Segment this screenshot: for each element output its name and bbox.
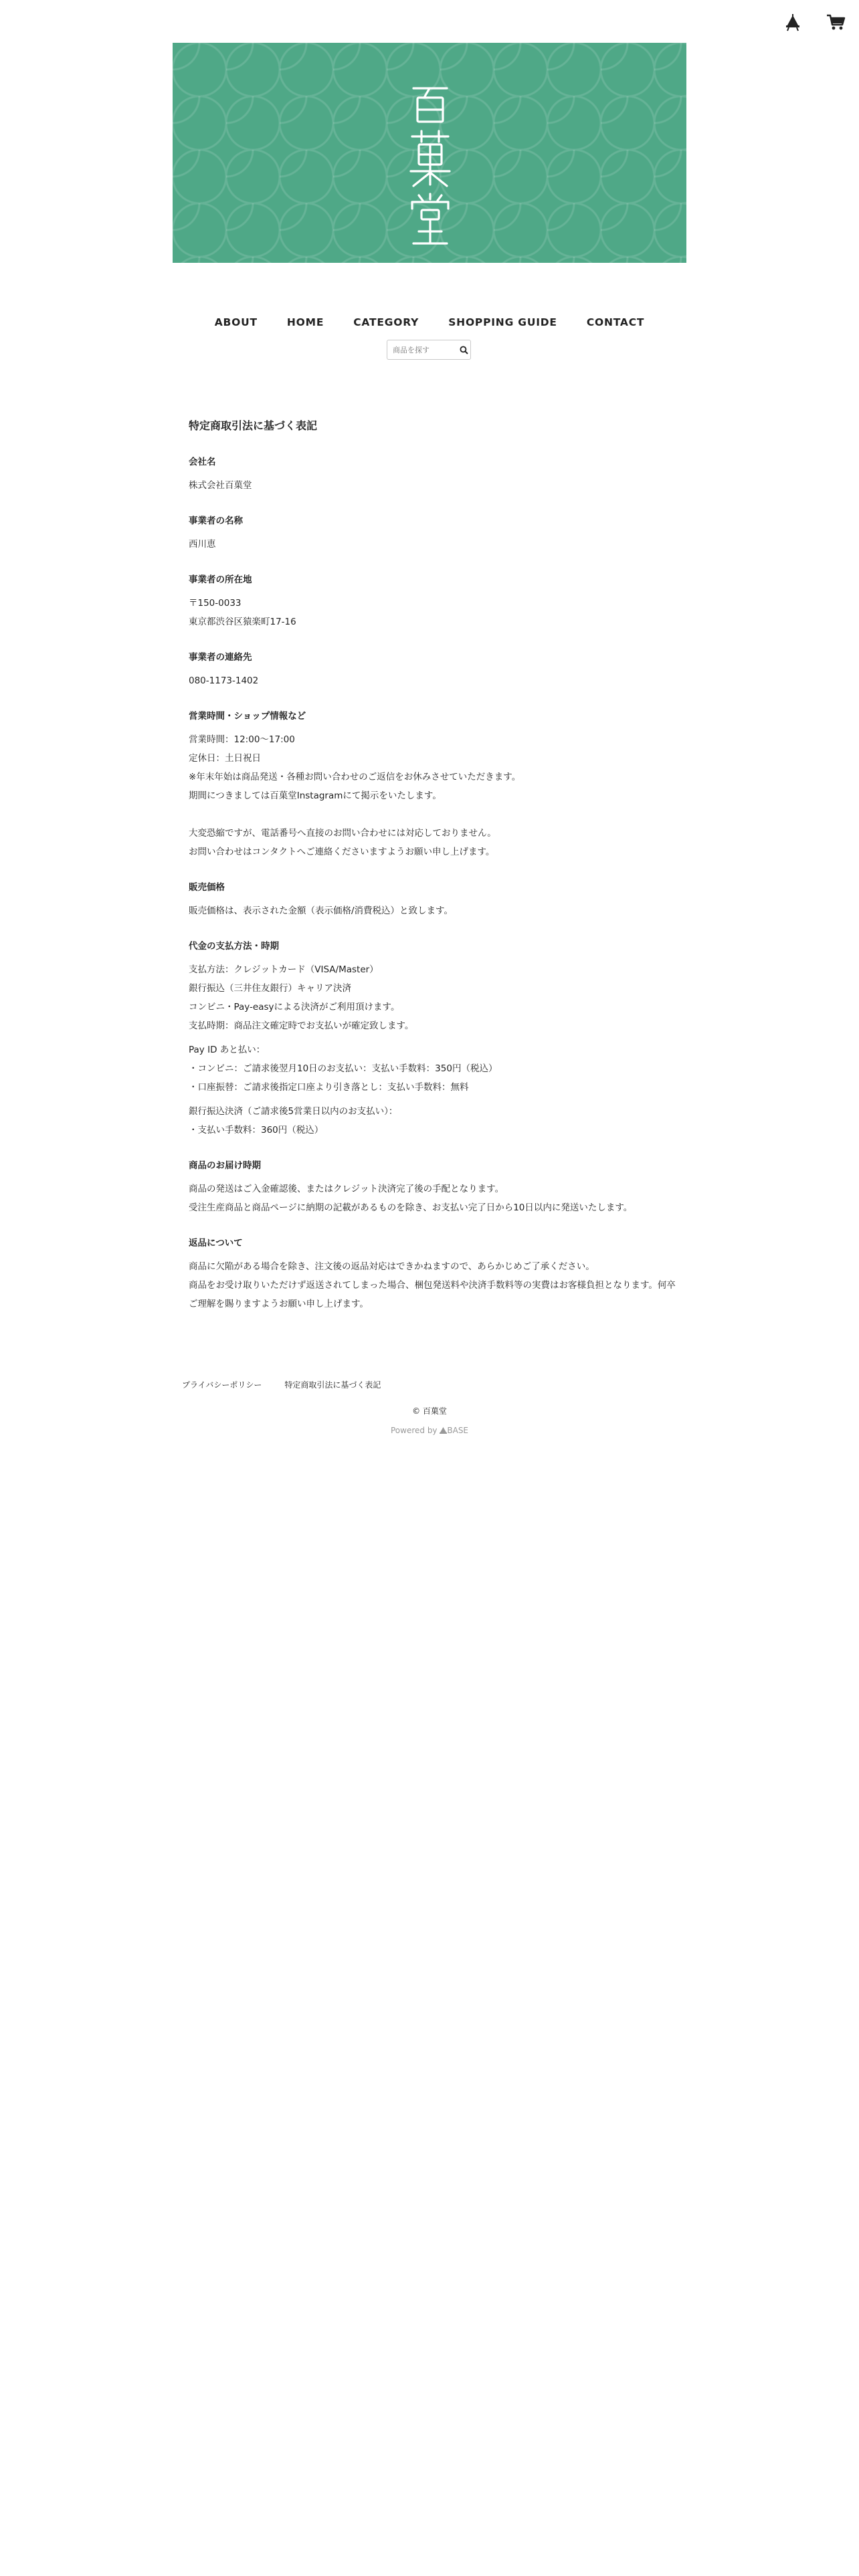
section-heading: 返品について xyxy=(189,1238,243,1249)
section-text: 080-1173-1402 xyxy=(189,675,259,686)
search-icon xyxy=(460,346,468,354)
search-input[interactable] xyxy=(387,341,457,358)
section-heading: 販売価格 xyxy=(189,882,225,893)
header-icons xyxy=(783,12,846,32)
main-nav xyxy=(0,316,859,328)
section-delivery xyxy=(189,1158,684,1217)
section-hours xyxy=(189,709,684,861)
section-heading: 事業者の所在地 xyxy=(189,574,252,585)
base-mini-icon xyxy=(440,1427,447,1434)
section-text: 〒150-0033 東京都渋谷区猿楽町17-16 xyxy=(189,598,296,627)
section-text: 営業時間：12:00〜17:00 定休日：土日祝日 ※年末年始は商品発送・各種お問い合わせのご返信をお休みさせていただきます。 期間につきましては百菓堂Instagramにて掲示をいたします。 大変恐縮ですが、電話番号へ直接のお問い合わせには対応しておりません。 お問い合わせはコンタクトへご連絡くださいますようお願い申し上げます。 xyxy=(189,734,521,857)
base-logo-icon[interactable] xyxy=(783,12,803,32)
powered-by xyxy=(0,1426,859,1435)
powered-by-label: Powered by xyxy=(390,1426,438,1435)
section-text: 商品の発送はご入金確認後、またはクレジット決済完了後の手配となります。 受注生産商品と商品ページに納期の記載があるものを除き、お支払い完了日から10日以内に発送いたします。 xyxy=(189,1184,633,1213)
section-text: 支払方法：クレジットカード（VISA/Master） 銀行振込（三井住友銀行）キャリア決済 コンビニ・Pay-easyによる決済がご利用頂けます。 支払時期：商品注文確定時でお支払いが確定致します。 xyxy=(189,964,414,1031)
section-text: 商品に欠陥がある場合を除き、注文後の返品対応はできかねますので、あらかじめご了承ください。 商品をお受け取りいただけず返送されてしまった場合、梱包発送料や決済手数料等の実費はお客様負担となります。何卒ご理解を賜りますようお願い申し上げます。 xyxy=(189,1261,676,1309)
section-text: 株式会社百菓堂 xyxy=(189,480,252,491)
section-operator xyxy=(189,514,684,554)
section-company xyxy=(189,455,684,495)
footer-links xyxy=(182,1379,381,1390)
cart-icon[interactable] xyxy=(826,12,846,32)
search-button[interactable] xyxy=(457,341,470,358)
section-price xyxy=(189,880,684,920)
hyakkado-logo xyxy=(173,43,686,263)
footer-link-privacy[interactable]: プライバシーポリシー xyxy=(182,1380,262,1390)
section-returns xyxy=(189,1236,684,1313)
section-contact xyxy=(189,650,684,690)
nav-contact[interactable]: CONTACT xyxy=(586,316,645,328)
section-text: 販売価格は、表示された金額（表示価格/消費税込）と致します。 xyxy=(189,905,453,916)
section-text: 西川恵 xyxy=(189,539,216,550)
hero-banner[interactable] xyxy=(173,43,686,263)
base-link[interactable] xyxy=(440,1426,468,1435)
legal-content xyxy=(189,416,684,1313)
copyright: © 百菓堂 xyxy=(412,1406,447,1416)
section-payment xyxy=(189,939,684,1140)
section-heading: 会社名 xyxy=(189,457,216,467)
section-address xyxy=(189,572,684,631)
nav-category[interactable]: CATEGORY xyxy=(353,316,419,328)
section-heading: 商品のお届け時期 xyxy=(189,1160,261,1171)
section-heading: 営業時間・ショップ情報など xyxy=(189,711,306,722)
base-brand: BASE xyxy=(447,1426,469,1435)
nav-shopping-guide[interactable]: SHOPPING GUIDE xyxy=(448,316,557,328)
section-heading: 事業者の連絡先 xyxy=(189,652,252,663)
page-title: 特定商取引法に基づく表記 xyxy=(189,419,318,432)
nav-home[interactable]: HOME xyxy=(286,316,324,328)
section-text: 銀行振込決済（ご請求後5営業日以内のお支払い）： ・支払い手数料：360円（税込） xyxy=(189,1106,398,1136)
footer-link-legal[interactable]: 特定商取引法に基づく表記 xyxy=(284,1380,381,1390)
section-text: Pay ID あと払い： ・コンビニ：ご請求後翌月10日のお支払い：支払い手数料：350円（税込） ・口座振替：ご請求後指定口座より引き落とし：支払い手数料：無料 xyxy=(189,1045,498,1093)
nav-about[interactable]: ABOUT xyxy=(214,316,258,328)
search-box xyxy=(387,340,471,360)
section-heading: 代金の支払方法・時期 xyxy=(189,941,279,952)
section-heading: 事業者の名称 xyxy=(189,516,243,526)
